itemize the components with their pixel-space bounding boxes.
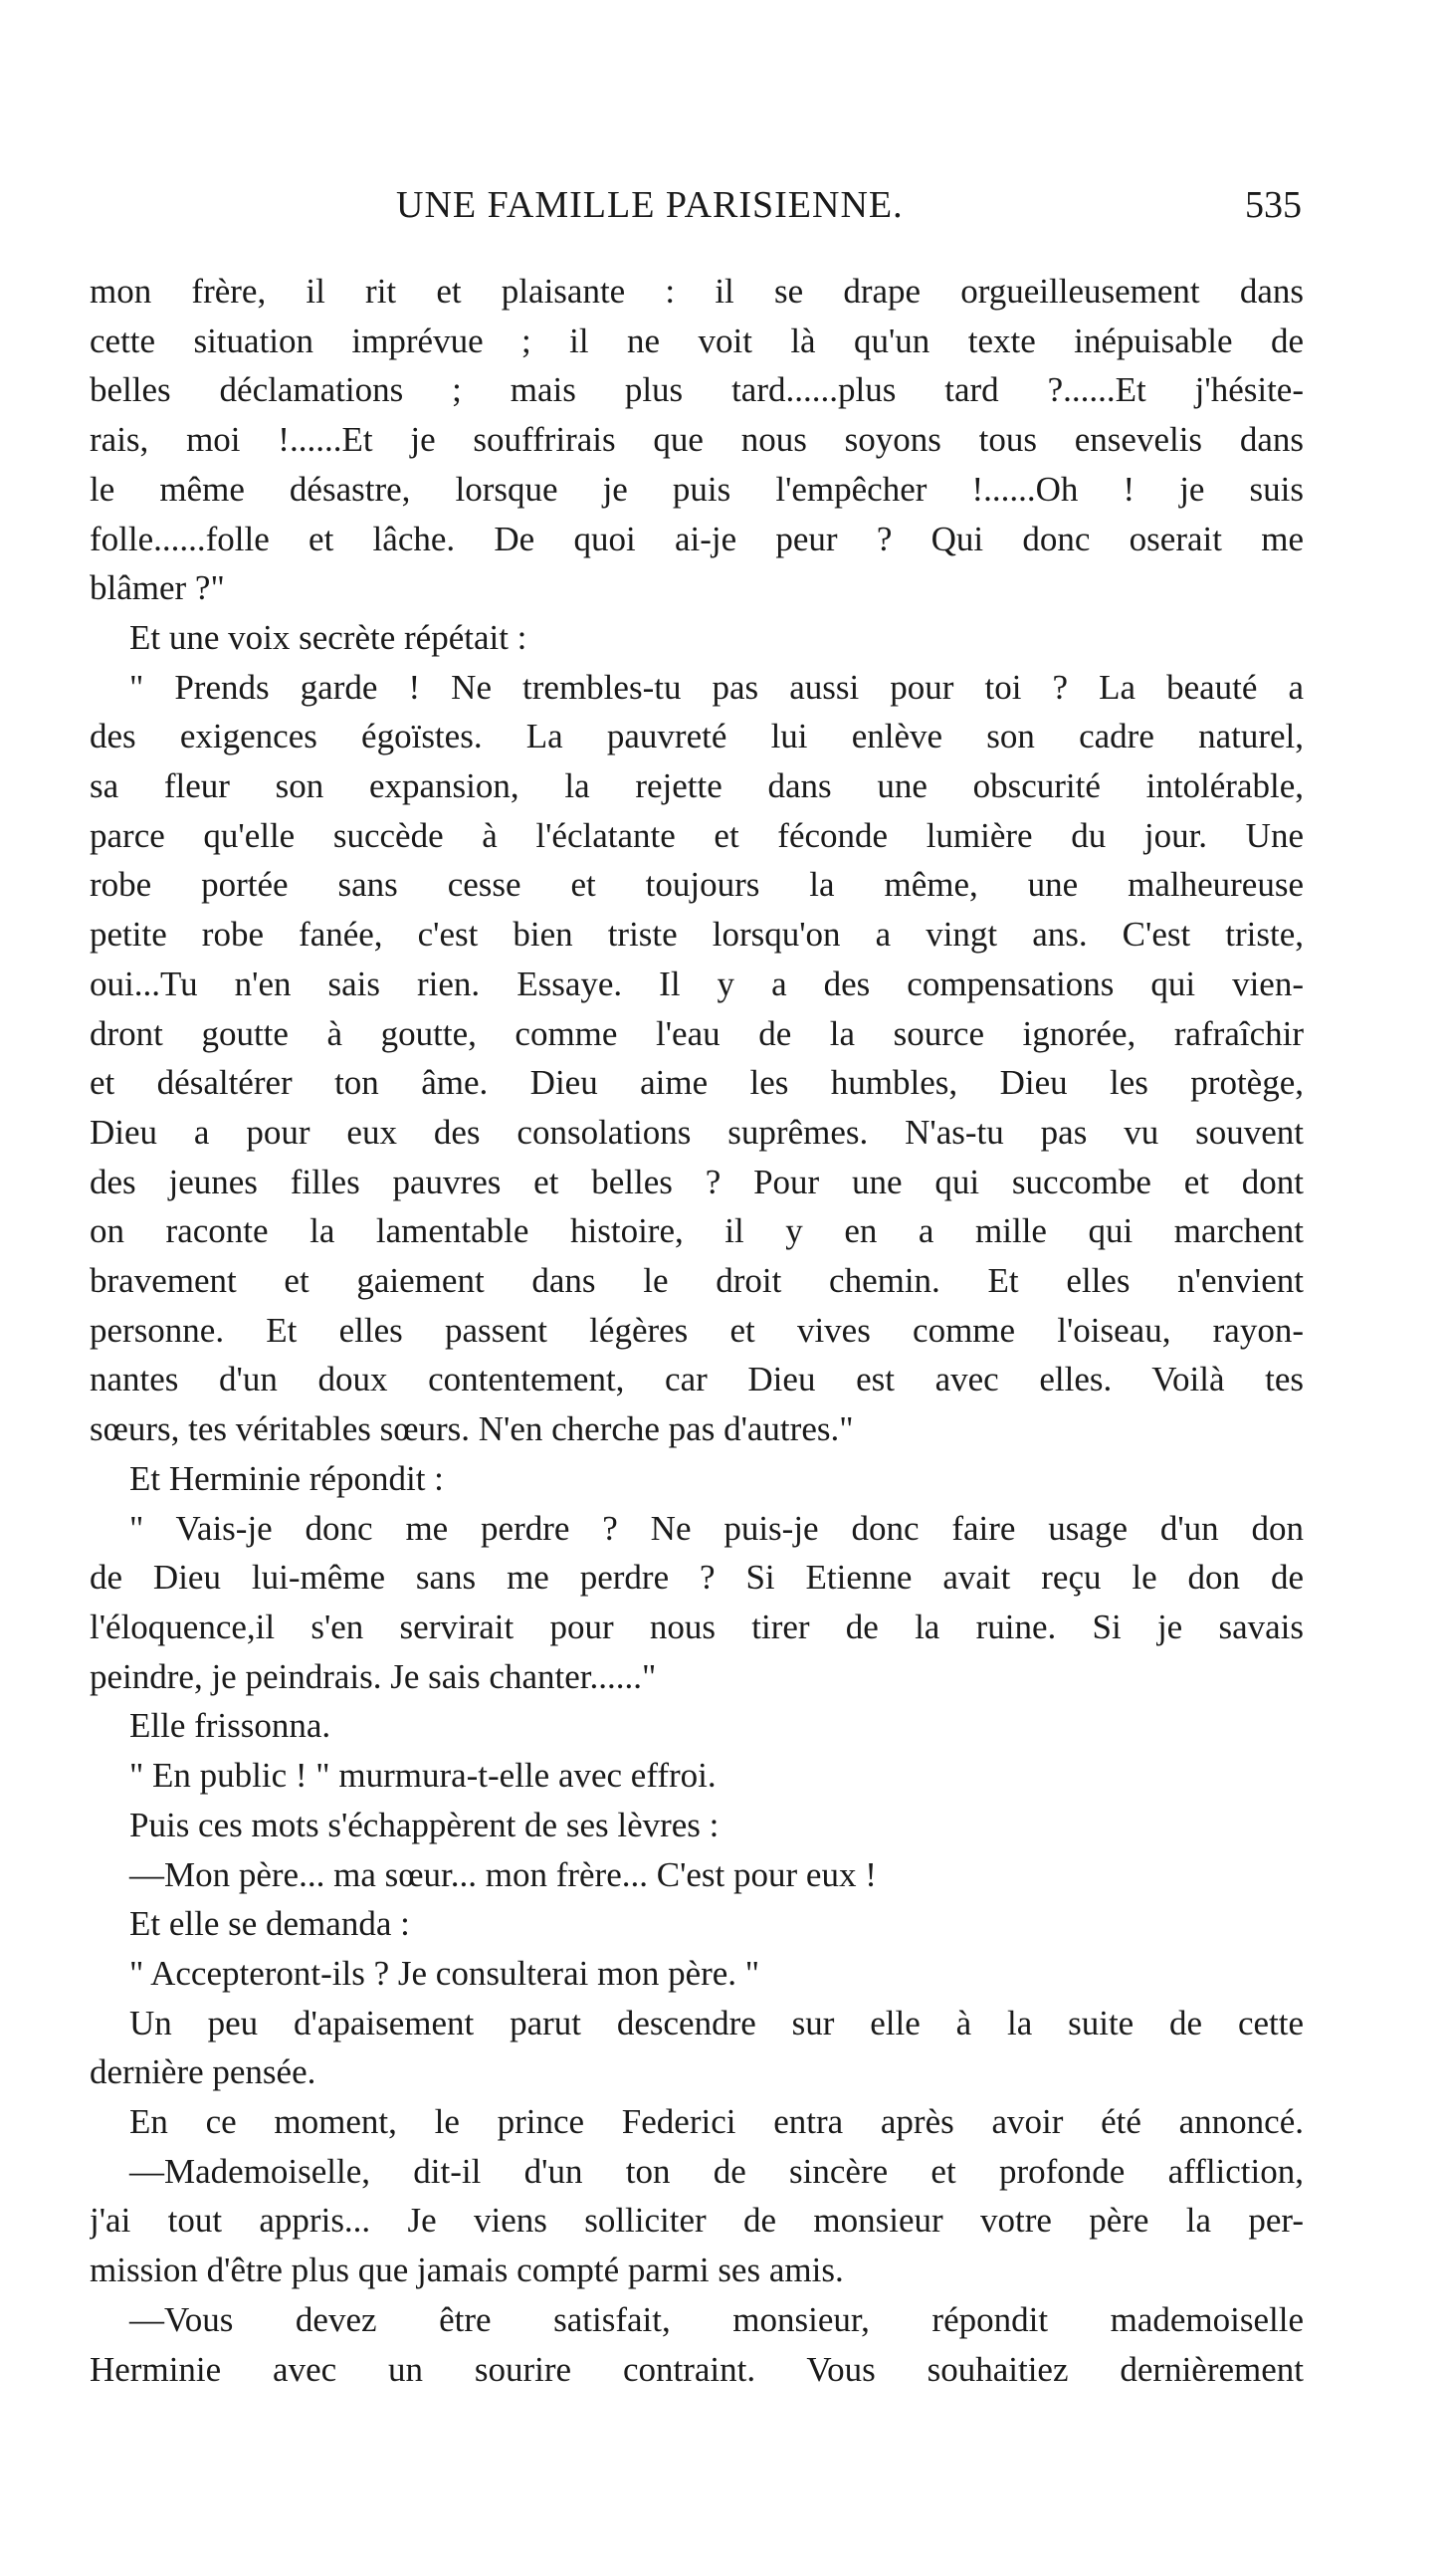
text-line: sa fleur son expansion, la rejette dans une obscurité intolérable, [90,766,1304,806]
text-line: des jeunes filles pauvres et belles ? Pour une qui succombe et dont [90,1162,1304,1201]
text-line: " Vais-je donc me perdre ? Ne puis-je donc faire usage d'un don [129,1508,1304,1548]
text-line: Dieu a pour eux des consolations suprêmes. N'as-tu pas vu souvent [90,1112,1304,1152]
page-number: 535 [1245,184,1302,226]
text-line: et désaltérer ton âme. Dieu aime les humbles, Dieu les protège, [90,1063,1304,1103]
text-line: dernière pensée. [90,2052,316,2092]
text-line: nantes d'un doux contentement, car Dieu est avec elles. Voilà tes [90,1360,1304,1399]
text-line: mon frère, il rit et plaisante : il se drape orgueilleusement dans [90,272,1304,311]
text-line: Herminie avec un sourire contraint. Vous souhaitiez dernièrement [90,2349,1304,2389]
text-line: mission d'être plus que jamais compté parmi ses amis. [90,2251,844,2290]
running-title: UNE FAMILLE PARISIENNE. [396,184,904,226]
text-line: " Prends garde ! Ne trembles-tu pas aussi pour toi ? La beauté a [129,667,1304,707]
text-line: folle......folle et lâche. De quoi ai-je peur ? Qui donc oserait me [90,519,1304,558]
text-line: on raconte la lamentable histoire, il y en a mille qui marchent [90,1211,1304,1251]
text-line: peindre, je peindrais. Je sais chanter......" [90,1656,657,1696]
text-line: personne. Et elles passent légères et vives comme l'oiseau, rayon- [90,1310,1304,1350]
text-line: belles déclamations ; mais plus tard......plus tard ?......Et j'hésite- [90,370,1304,410]
text-line: robe portée sans cesse et toujours la même, une malheureuse [90,865,1304,905]
text-line: le même désastre, lorsque je puis l'empêcher !......Oh ! je suis [90,469,1304,509]
text-line: cette situation imprévue ; il ne voit là qu'un texte inépuisable de [90,321,1304,360]
text-line: sœurs, tes véritables sœurs. N'en cherche pas d'autres." [90,1409,854,1449]
text-line: blâmer ?" [90,568,225,608]
page-header [98,183,1302,243]
text-line: l'éloquence,il s'en servirait pour nous tirer de la ruine. Si je savais [90,1607,1304,1646]
text-line: " Accepteront-ils ? Je consulterai mon père. " [129,1953,760,1993]
text-line: rais, moi !......Et je souffrirais que nous soyons tous ensevelis dans [90,420,1304,460]
text-line: Et elle se demanda : [129,1904,410,1944]
text-line: des exigences égoïstes. La pauvreté lui enlève son cadre naturel, [90,717,1304,756]
text-line: —Mademoiselle, dit-il d'un ton de sincère et profonde affliction, [129,2151,1304,2191]
text-line: oui...Tu n'en sais rien. Essaye. Il y a des compensations qui vien- [90,964,1304,1003]
text-line: En ce moment, le prince Federici entra après avoir été annoncé. [129,2102,1304,2142]
text-line: de Dieu lui-même sans me perdre ? Si Etienne avait reçu le don de [90,1558,1304,1598]
text-line: " En public ! " murmura-t-elle avec effroi. [129,1756,717,1796]
text-line: dront goutte à goutte, comme l'eau de la source ignorée, rafraîchir [90,1013,1304,1053]
text-line: Et Herminie répondit : [129,1458,444,1498]
text-line: Et une voix secrète répétait : [129,617,527,657]
text-line: —Vous devez être satisfait, monsieur, répondit mademoiselle [129,2299,1304,2339]
text-line: petite robe fanée, c'est bien triste lorsqu'on a vingt ans. C'est triste, [90,915,1304,955]
text-line: —Mon père... ma sœur... mon frère... C'est pour eux ! [129,1854,877,1894]
text-line: Elle frissonna. [129,1706,331,1746]
text-line: j'ai tout appris... Je viens solliciter de monsieur votre père la per- [90,2201,1304,2241]
text-line: Puis ces mots s'échappèrent de ses lèvres : [129,1805,720,1844]
text-line: bravement et gaiement dans le droit chemin. Et elles n'envient [90,1261,1304,1301]
body-text [90,267,1304,2394]
text-line: Un peu d'apaisement parut descendre sur elle à la suite de cette [129,2003,1304,2042]
text-line: parce qu'elle succède à l'éclatante et féconde lumière du jour. Une [90,815,1304,855]
